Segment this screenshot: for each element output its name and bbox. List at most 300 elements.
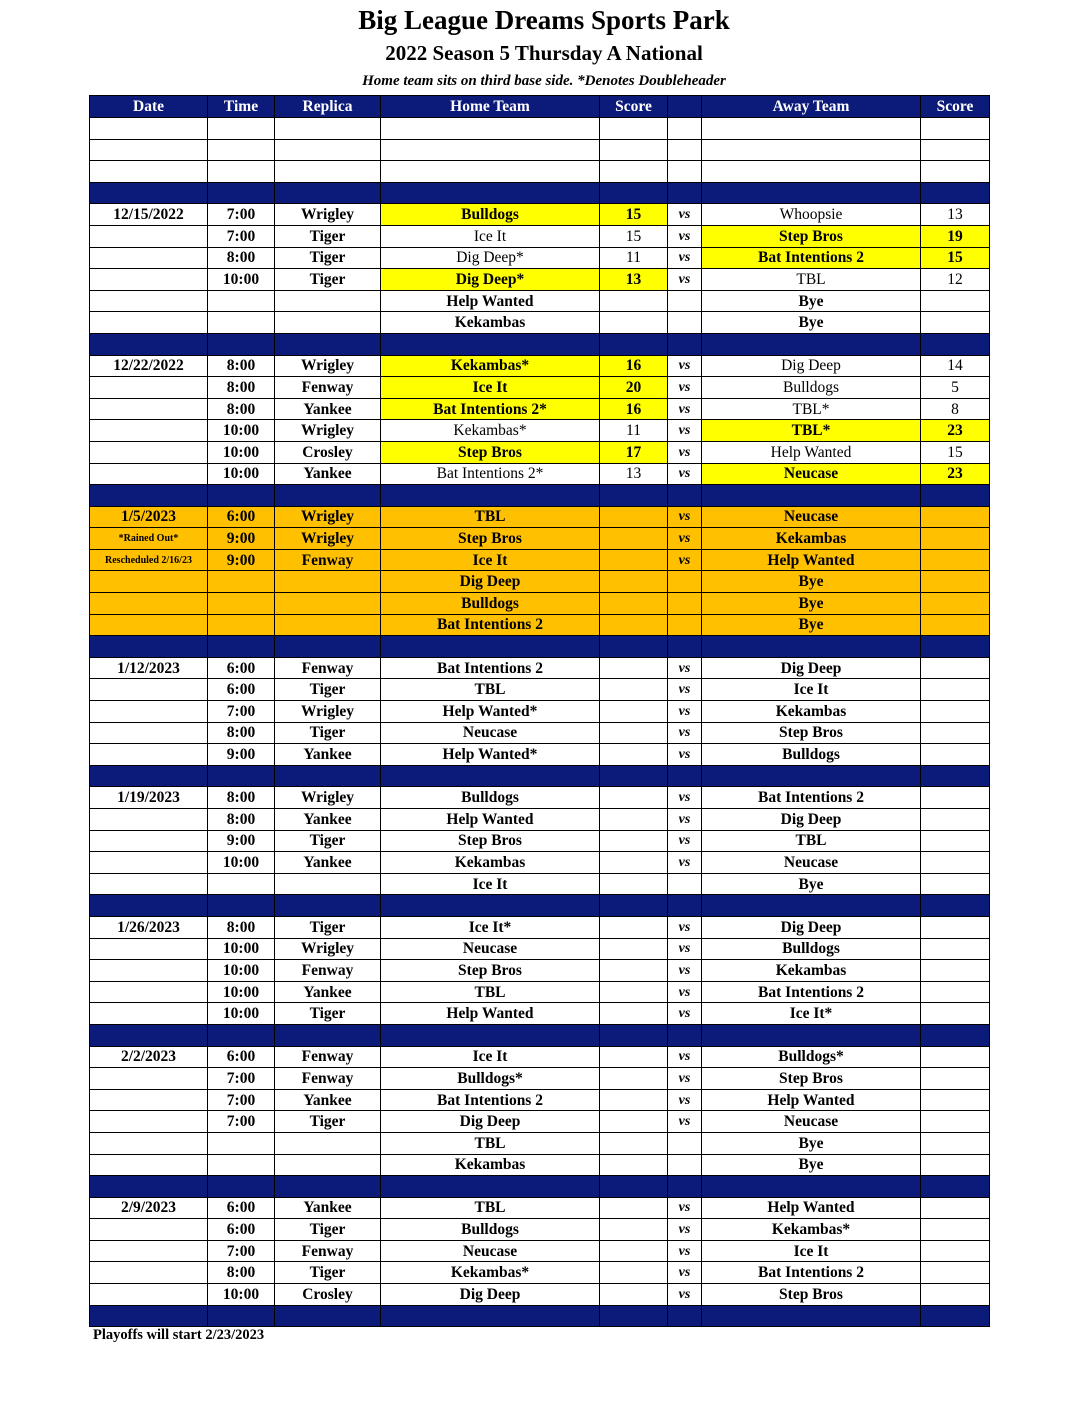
away-team-cell: Bye (702, 1132, 921, 1154)
home-team-cell: Dig Deep (381, 571, 600, 593)
separator-cell (208, 333, 275, 355)
vs-cell: vs (668, 420, 702, 442)
time-cell: 6:00 (208, 679, 275, 701)
separator-cell (600, 1176, 668, 1198)
home-score-cell (600, 1154, 668, 1176)
vs-cell: vs (668, 1068, 702, 1090)
replica-cell: Tiger (275, 269, 381, 291)
away-team-cell: Dig Deep (702, 355, 921, 377)
time-cell: 6:00 (208, 506, 275, 528)
replica-cell (275, 593, 381, 615)
away-score-cell (921, 830, 990, 852)
date-cell (90, 1262, 208, 1284)
separator-cell (275, 765, 381, 787)
away-score-cell (921, 1262, 990, 1284)
game-row (90, 1003, 990, 1025)
separator-cell (600, 1305, 668, 1327)
time-cell (208, 1132, 275, 1154)
home-team-cell: Bulldogs* (381, 1068, 600, 1090)
away-score-cell (921, 549, 990, 571)
separator-cell (921, 895, 990, 917)
game-row (90, 1240, 990, 1262)
away-team-cell: Neucase (702, 1111, 921, 1133)
time-cell: 7:00 (208, 701, 275, 723)
date-cell: *Rained Out* (90, 528, 208, 550)
date-cell (90, 1003, 208, 1025)
blank-cell (921, 118, 990, 140)
time-cell: 7:00 (208, 1240, 275, 1262)
replica-cell: Tiger (275, 1262, 381, 1284)
blank-cell (668, 139, 702, 161)
away-team-cell: TBL* (702, 420, 921, 442)
game-row (90, 657, 990, 679)
away-team-cell: Help Wanted (702, 1089, 921, 1111)
home-team-cell: TBL (381, 981, 600, 1003)
time-cell: 7:00 (208, 1089, 275, 1111)
home-score-cell (600, 1240, 668, 1262)
away-score-cell (921, 593, 990, 615)
time-cell: 8:00 (208, 1262, 275, 1284)
home-team-cell: Help Wanted* (381, 701, 600, 723)
replica-cell: Tiger (275, 916, 381, 938)
game-row (90, 549, 990, 571)
away-team-cell: Kekambas (702, 528, 921, 550)
vs-cell: vs (668, 247, 702, 269)
away-team-cell: Bye (702, 614, 921, 636)
home-team-cell: Dig Deep* (381, 269, 600, 291)
separator-cell (208, 485, 275, 507)
home-team-cell: Bat Intentions 2 (381, 614, 600, 636)
away-team-cell: TBL* (702, 398, 921, 420)
home-team-cell: Help Wanted (381, 1003, 600, 1025)
vs-cell: vs (668, 463, 702, 485)
separator-cell (921, 182, 990, 204)
home-score-cell (600, 571, 668, 593)
time-cell: 10:00 (208, 269, 275, 291)
replica-cell: Wrigley (275, 701, 381, 723)
game-row (90, 441, 990, 463)
time-cell (208, 873, 275, 895)
time-cell: 10:00 (208, 463, 275, 485)
home-team-cell: Help Wanted (381, 290, 600, 312)
separator-cell (381, 333, 600, 355)
separator-cell (90, 485, 208, 507)
time-cell: 10:00 (208, 938, 275, 960)
separator-cell (381, 636, 600, 658)
game-row (90, 355, 990, 377)
time-cell: 8:00 (208, 722, 275, 744)
time-cell: 8:00 (208, 809, 275, 831)
home-team-cell: Help Wanted* (381, 744, 600, 766)
blank-cell (702, 118, 921, 140)
home-team-cell: Step Bros (381, 830, 600, 852)
separator-cell (921, 1305, 990, 1327)
date-cell: 12/15/2022 (90, 204, 208, 226)
date-cell: 1/26/2023 (90, 916, 208, 938)
away-team-cell: Neucase (702, 463, 921, 485)
separator-cell (702, 485, 921, 507)
week-separator-row (90, 485, 990, 507)
away-team-cell: Neucase (702, 506, 921, 528)
time-cell: 8:00 (208, 398, 275, 420)
away-score-cell (921, 1284, 990, 1306)
time-cell: 10:00 (208, 420, 275, 442)
home-score-cell: 15 (600, 204, 668, 226)
time-cell (208, 593, 275, 615)
separator-cell (275, 182, 381, 204)
vs-cell: vs (668, 1240, 702, 1262)
away-team-cell: Bye (702, 593, 921, 615)
game-row (90, 506, 990, 528)
vs-cell: vs (668, 269, 702, 291)
home-team-cell: Bulldogs (381, 593, 600, 615)
replica-cell: Fenway (275, 657, 381, 679)
time-cell: 10:00 (208, 1003, 275, 1025)
replica-cell: Yankee (275, 1089, 381, 1111)
replica-cell (275, 614, 381, 636)
separator-cell (90, 765, 208, 787)
away-score-cell (921, 614, 990, 636)
blank-cell (90, 161, 208, 183)
away-score-cell (921, 1068, 990, 1090)
blank-cell (600, 118, 668, 140)
separator-cell (275, 1176, 381, 1198)
game-row (90, 1089, 990, 1111)
home-score-cell (600, 1262, 668, 1284)
away-score-cell (921, 809, 990, 831)
home-score-cell (600, 1132, 668, 1154)
home-score-cell (600, 679, 668, 701)
replica-cell: Fenway (275, 377, 381, 399)
separator-cell (668, 765, 702, 787)
separator-cell (702, 765, 921, 787)
away-score-cell (921, 1197, 990, 1219)
replica-cell: Yankee (275, 463, 381, 485)
separator-cell (600, 485, 668, 507)
away-team-cell: Kekambas (702, 960, 921, 982)
date-cell (90, 722, 208, 744)
home-score-cell: 11 (600, 247, 668, 269)
vs-cell: vs (668, 355, 702, 377)
time-cell (208, 290, 275, 312)
schedule-body (90, 118, 990, 1327)
separator-cell (381, 765, 600, 787)
vs-cell: vs (668, 528, 702, 550)
game-row (90, 247, 990, 269)
away-score-cell (921, 1240, 990, 1262)
home-team-cell: TBL (381, 1132, 600, 1154)
game-row (90, 1154, 990, 1176)
home-score-cell (600, 873, 668, 895)
separator-cell (921, 765, 990, 787)
away-score-cell (921, 701, 990, 723)
game-row (90, 528, 990, 550)
vs-cell: vs (668, 225, 702, 247)
away-score-cell (921, 657, 990, 679)
blank-cell (921, 161, 990, 183)
away-team-cell: Whoopsie (702, 204, 921, 226)
date-cell (90, 1219, 208, 1241)
vs-cell (668, 1132, 702, 1154)
separator-cell (702, 1305, 921, 1327)
date-cell (90, 1089, 208, 1111)
date-cell (90, 701, 208, 723)
home-team-cell: Bat Intentions 2* (381, 463, 600, 485)
home-team-cell: TBL (381, 679, 600, 701)
replica-cell (275, 290, 381, 312)
separator-cell (702, 182, 921, 204)
home-score-cell (600, 787, 668, 809)
home-team-cell: Step Bros (381, 528, 600, 550)
game-row (90, 204, 990, 226)
replica-cell: Fenway (275, 549, 381, 571)
separator-cell (668, 895, 702, 917)
game-row (90, 787, 990, 809)
home-team-cell: Dig Deep* (381, 247, 600, 269)
vs-cell: vs (668, 852, 702, 874)
separator-cell (381, 182, 600, 204)
time-cell: 7:00 (208, 1068, 275, 1090)
separator-cell (381, 485, 600, 507)
replica-cell: Tiger (275, 830, 381, 852)
date-cell (90, 809, 208, 831)
page-subtitle: 2022 Season 5 Thursday A National (385, 41, 703, 65)
blank-cell (90, 118, 208, 140)
separator-cell (668, 636, 702, 658)
blank-cell (208, 118, 275, 140)
separator-cell (702, 333, 921, 355)
col-header-replica: Replica (275, 96, 381, 118)
blank-row (90, 118, 990, 140)
home-score-cell (600, 916, 668, 938)
replica-cell: Wrigley (275, 528, 381, 550)
game-row (90, 701, 990, 723)
game-row (90, 269, 990, 291)
home-team-cell: Ice It (381, 549, 600, 571)
game-row (90, 571, 990, 593)
away-score-cell: 15 (921, 247, 990, 269)
date-cell (90, 852, 208, 874)
time-cell: 9:00 (208, 549, 275, 571)
home-score-cell (600, 960, 668, 982)
replica-cell: Tiger (275, 1003, 381, 1025)
separator-cell (921, 1024, 990, 1046)
date-cell (90, 830, 208, 852)
blank-cell (381, 139, 600, 161)
away-team-cell: Step Bros (702, 722, 921, 744)
week-separator-row (90, 1024, 990, 1046)
home-score-cell: 13 (600, 463, 668, 485)
blank-cell (668, 118, 702, 140)
vs-cell (668, 593, 702, 615)
away-team-cell: Bulldogs (702, 938, 921, 960)
blank-cell (600, 139, 668, 161)
time-cell: 9:00 (208, 528, 275, 550)
home-score-cell (600, 614, 668, 636)
col-header-time: Time (208, 96, 275, 118)
blank-cell (702, 139, 921, 161)
away-team-cell: Help Wanted (702, 1197, 921, 1219)
col-header-home-score: Score (600, 96, 668, 118)
game-row (90, 1132, 990, 1154)
home-score-cell: 13 (600, 269, 668, 291)
replica-cell: Yankee (275, 852, 381, 874)
week-separator-row (90, 636, 990, 658)
away-score-cell (921, 528, 990, 550)
separator-cell (275, 1024, 381, 1046)
replica-cell: Yankee (275, 398, 381, 420)
separator-cell (275, 1305, 381, 1327)
replica-cell: Tiger (275, 1111, 381, 1133)
vs-cell: vs (668, 204, 702, 226)
vs-cell: vs (668, 1046, 702, 1068)
vs-cell: vs (668, 398, 702, 420)
separator-cell (668, 1176, 702, 1198)
vs-cell: vs (668, 506, 702, 528)
replica-cell: Yankee (275, 981, 381, 1003)
separator-cell (90, 895, 208, 917)
away-team-cell: TBL (702, 830, 921, 852)
blank-cell (275, 161, 381, 183)
vs-cell: vs (668, 1262, 702, 1284)
replica-cell: Wrigley (275, 787, 381, 809)
vs-cell: vs (668, 809, 702, 831)
separator-cell (90, 636, 208, 658)
blank-cell (381, 161, 600, 183)
game-row (90, 744, 990, 766)
separator-cell (702, 1024, 921, 1046)
vs-cell (668, 873, 702, 895)
date-cell (90, 441, 208, 463)
away-score-cell: 19 (921, 225, 990, 247)
vs-cell (668, 312, 702, 334)
time-cell: 10:00 (208, 1284, 275, 1306)
away-score-cell: 8 (921, 398, 990, 420)
replica-cell: Wrigley (275, 420, 381, 442)
away-score-cell (921, 1154, 990, 1176)
vs-cell: vs (668, 722, 702, 744)
away-team-cell: Dig Deep (702, 657, 921, 679)
away-team-cell: Help Wanted (702, 441, 921, 463)
date-cell: 2/2/2023 (90, 1046, 208, 1068)
away-team-cell: Bulldogs (702, 377, 921, 399)
game-row (90, 1262, 990, 1284)
time-cell: 9:00 (208, 744, 275, 766)
separator-cell (600, 1024, 668, 1046)
away-team-cell: Bat Intentions 2 (702, 981, 921, 1003)
away-score-cell (921, 312, 990, 334)
separator-cell (275, 485, 381, 507)
game-row (90, 420, 990, 442)
home-team-cell: Ice It (381, 225, 600, 247)
away-team-cell: Neucase (702, 852, 921, 874)
time-cell: 8:00 (208, 355, 275, 377)
replica-cell: Tiger (275, 1219, 381, 1241)
home-team-cell: Dig Deep (381, 1111, 600, 1133)
away-score-cell: 14 (921, 355, 990, 377)
date-cell: 1/19/2023 (90, 787, 208, 809)
separator-cell (90, 1305, 208, 1327)
time-cell: 10:00 (208, 981, 275, 1003)
away-score-cell (921, 938, 990, 960)
away-team-cell: Step Bros (702, 1284, 921, 1306)
separator-cell (208, 895, 275, 917)
vs-cell: vs (668, 657, 702, 679)
replica-cell (275, 312, 381, 334)
vs-cell: vs (668, 960, 702, 982)
date-cell (90, 1284, 208, 1306)
away-team-cell: Bulldogs (702, 744, 921, 766)
home-score-cell: 20 (600, 377, 668, 399)
col-header-vs (668, 96, 702, 118)
vs-cell: vs (668, 744, 702, 766)
replica-cell: Yankee (275, 809, 381, 831)
blank-cell (668, 161, 702, 183)
date-cell: 1/12/2023 (90, 657, 208, 679)
away-team-cell: Kekambas (702, 701, 921, 723)
replica-cell (275, 873, 381, 895)
home-team-cell: Neucase (381, 938, 600, 960)
blank-cell (275, 118, 381, 140)
home-score-cell (600, 312, 668, 334)
away-score-cell (921, 290, 990, 312)
date-cell (90, 679, 208, 701)
away-team-cell: Ice It (702, 679, 921, 701)
home-score-cell (600, 528, 668, 550)
replica-cell (275, 1154, 381, 1176)
separator-cell (668, 182, 702, 204)
vs-cell (668, 614, 702, 636)
away-score-cell (921, 1132, 990, 1154)
replica-cell: Tiger (275, 247, 381, 269)
game-row (90, 1111, 990, 1133)
separator-cell (702, 1176, 921, 1198)
home-team-cell: TBL (381, 1197, 600, 1219)
away-team-cell: Ice It (702, 1240, 921, 1262)
home-score-cell (600, 830, 668, 852)
away-team-cell: Bulldogs* (702, 1046, 921, 1068)
date-cell (90, 593, 208, 615)
replica-cell: Fenway (275, 960, 381, 982)
time-cell: 10:00 (208, 960, 275, 982)
playoffs-note: Playoffs will start 2/23/2023 (93, 1327, 265, 1343)
vs-cell: vs (668, 1111, 702, 1133)
date-cell: 2/9/2023 (90, 1197, 208, 1219)
game-row (90, 679, 990, 701)
time-cell: 6:00 (208, 657, 275, 679)
vs-cell (668, 290, 702, 312)
separator-cell (702, 895, 921, 917)
date-cell (90, 312, 208, 334)
col-header-away-team: Away Team (702, 96, 921, 118)
away-score-cell (921, 873, 990, 895)
separator-cell (668, 1024, 702, 1046)
away-team-cell: TBL (702, 269, 921, 291)
home-score-cell (600, 1197, 668, 1219)
home-team-cell: Bat Intentions 2* (381, 398, 600, 420)
game-row (90, 809, 990, 831)
home-score-cell: 15 (600, 225, 668, 247)
home-team-cell: Kekambas (381, 852, 600, 874)
replica-cell: Fenway (275, 1068, 381, 1090)
blank-cell (208, 139, 275, 161)
away-score-cell (921, 1003, 990, 1025)
home-team-cell: Dig Deep (381, 1284, 600, 1306)
separator-cell (381, 1024, 600, 1046)
separator-cell (208, 182, 275, 204)
away-score-cell (921, 1046, 990, 1068)
date-cell (90, 1154, 208, 1176)
